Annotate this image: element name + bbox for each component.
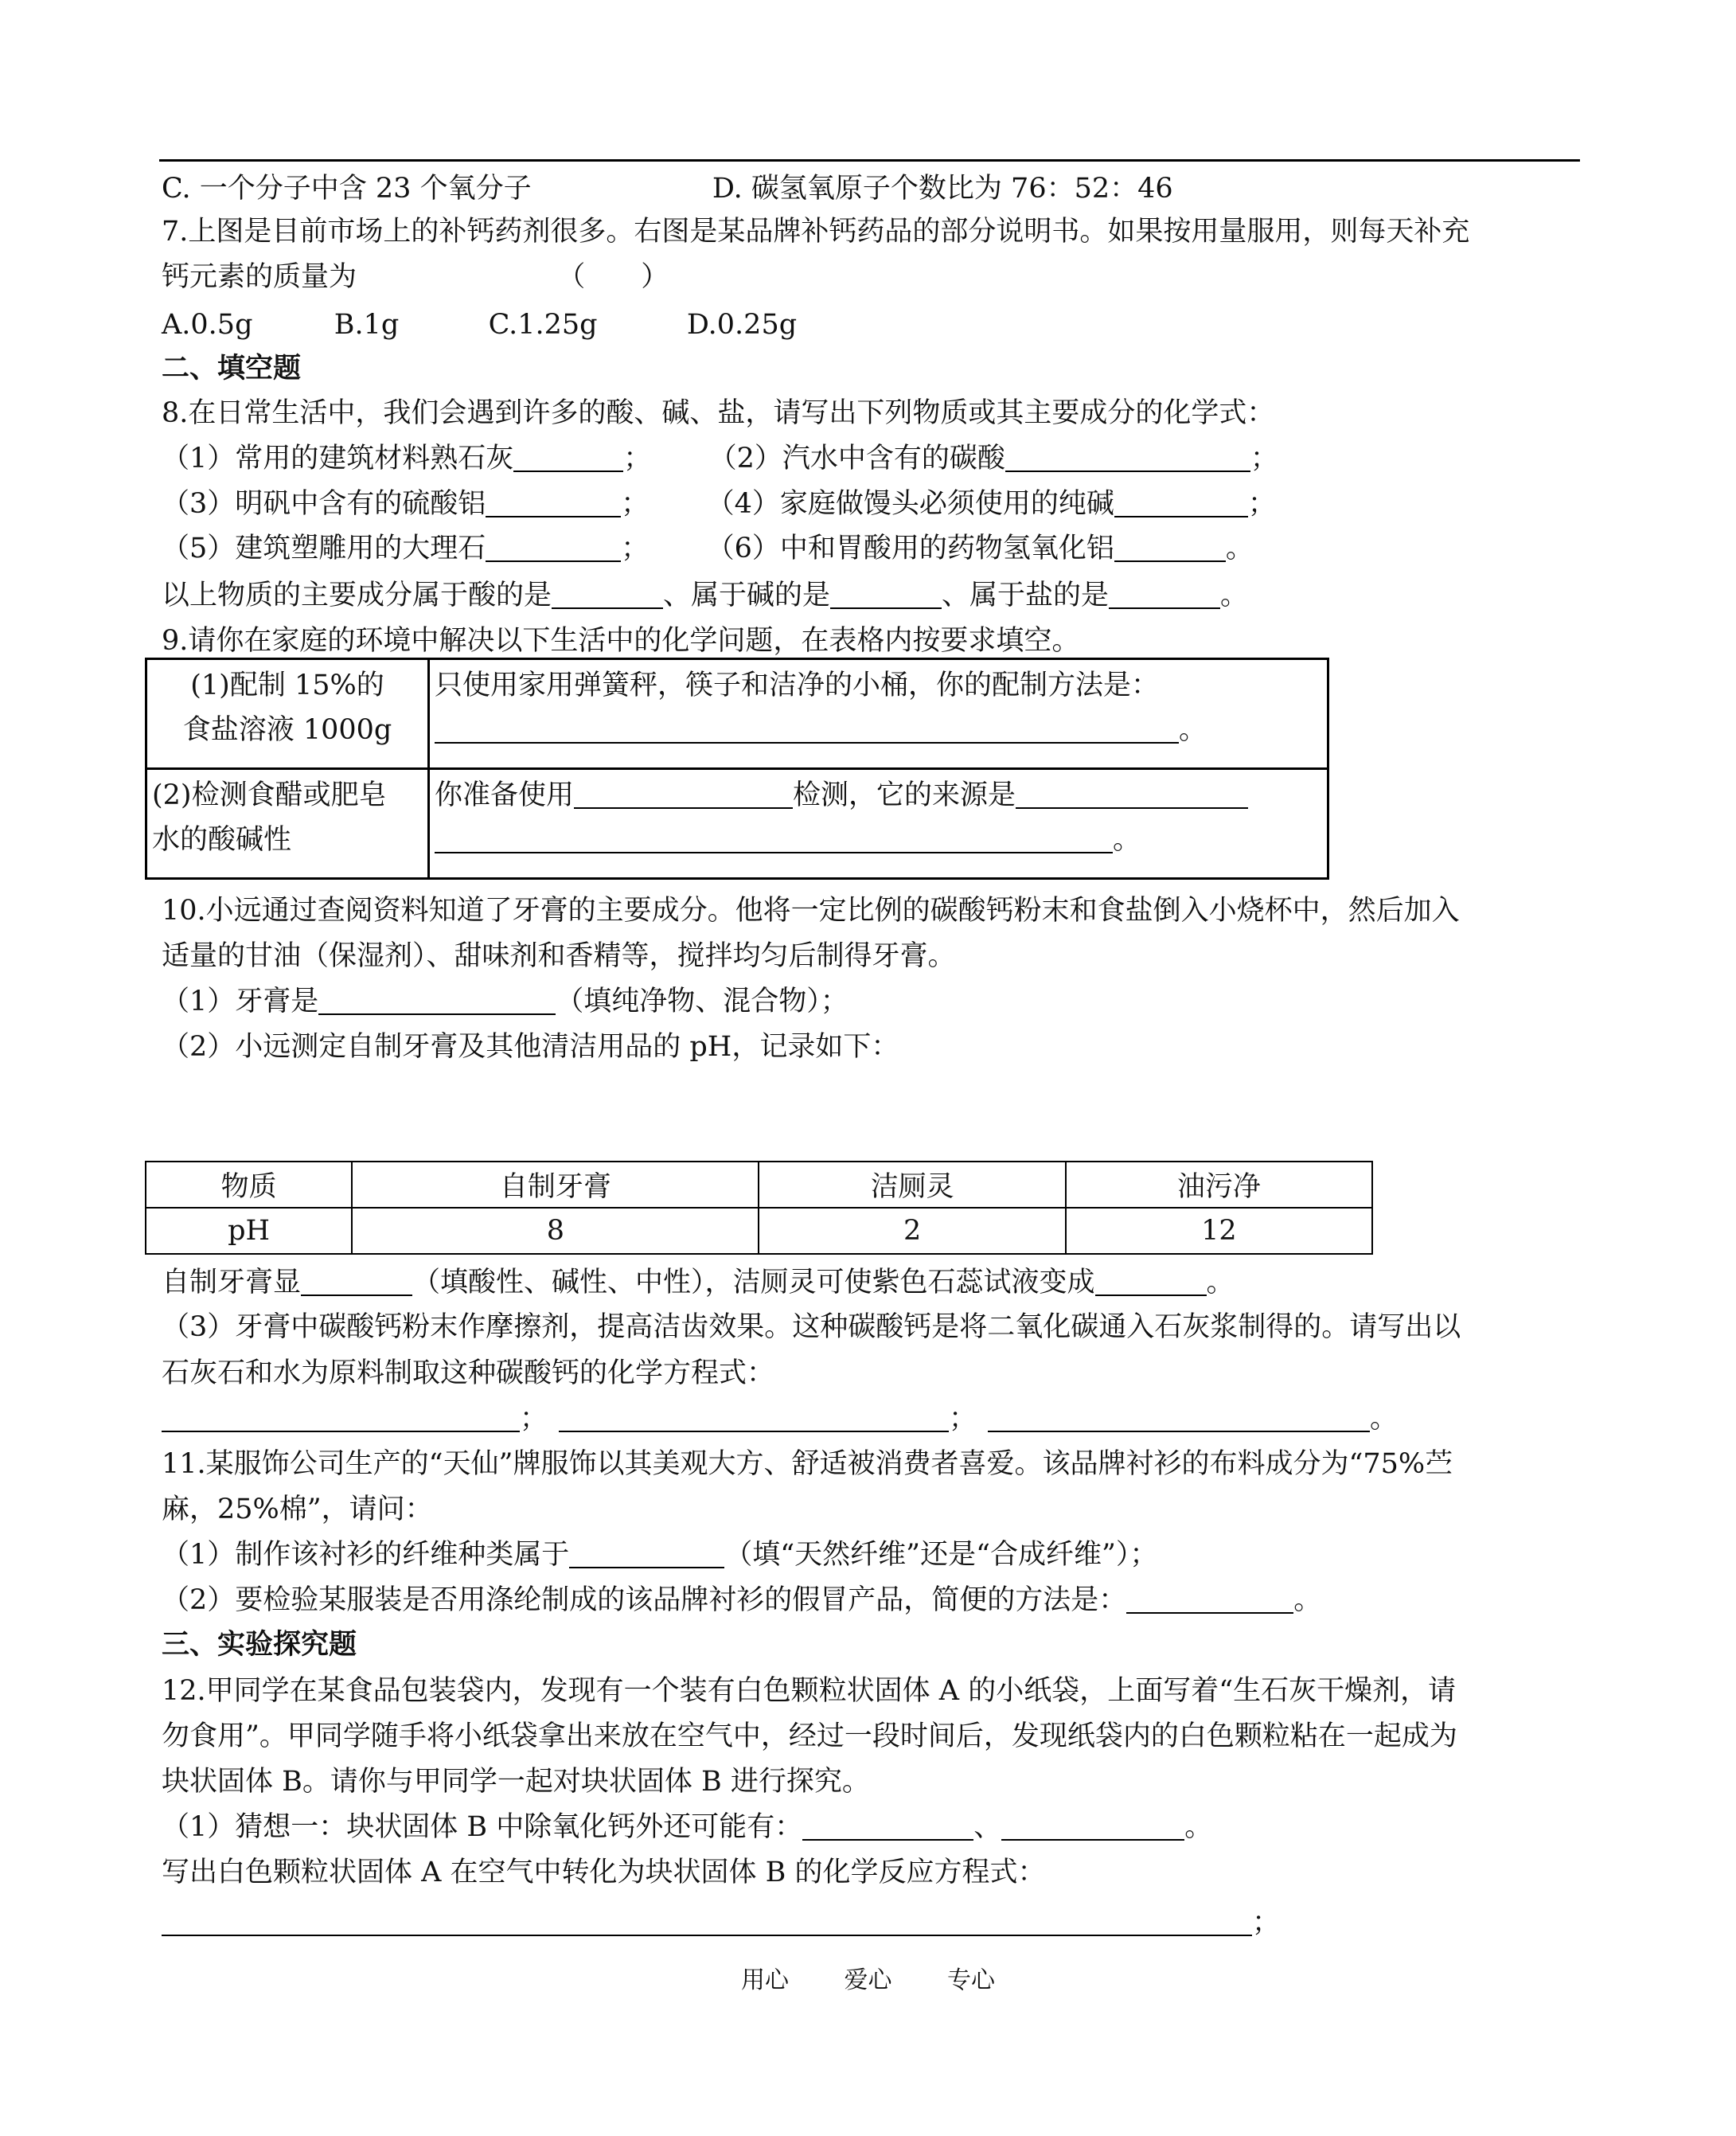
q10-after-table: 自制牙膏显 （填酸性、碱性、中性），洁厕灵可使紫色石蕊试液变成 。 (162, 1267, 1235, 1298)
answer-blank[interactable] (830, 580, 942, 609)
q9-row1-content: 只使用家用弹簧秤，筷子和洁净的小桶，你的配制方法是： 。 (429, 659, 1328, 769)
q11-sub2: （2）要检验某服装是否用涤纶制成的该品牌衬衫的假冒产品，简便的方法是： 。 (162, 1584, 1322, 1616)
answer-blank[interactable] (552, 580, 663, 609)
q8-intro: 8.在日常生活中，我们会遇到许多的酸、碱、盐，请写出下列物质或其主要成分的化学式： (162, 397, 1275, 429)
ph-table (145, 1161, 1373, 1255)
header-rule (159, 159, 1580, 162)
q9-row2-label: (2)检测食醋或肥皂 水的酸碱性 (146, 769, 429, 879)
answer-blank[interactable] (162, 1403, 520, 1432)
q12-line1: 12.甲同学在某食品包装袋内，发现有一个装有白色颗粒状固体 A 的小纸袋，上面写着“生石灰干燥剂，请 (162, 1675, 1457, 1707)
q12-line3: 块状固体 B。请你与甲同学一起对块状固体 B 进行探究。 (162, 1766, 870, 1798)
q7-options (162, 308, 797, 342)
section-2-title: 二、填空题 (162, 352, 302, 385)
answer-blank[interactable] (301, 1267, 412, 1296)
answer-blank[interactable] (1005, 443, 1250, 472)
q12-line2: 勿食用”。甲同学随手将小纸袋拿出来放在空气中，经过一段时间后，发现纸袋内的白色颗粒粘在一起成为 (162, 1720, 1457, 1752)
answer-blank[interactable] (162, 1907, 1252, 1936)
answer-blank[interactable] (513, 443, 623, 472)
answer-blank[interactable] (802, 1811, 973, 1841)
q11-sub1: （1）制作该衬衫的纤维种类属于 （填“天然纤维”还是“合成纤维”）； (162, 1539, 1158, 1571)
q10-line1: 10.小远通过查阅资料知道了牙膏的主要成分。他将一定比例的碳酸钙粉末和食盐倒入小烧杯中，然后加入 (162, 895, 1460, 927)
q6-options (162, 172, 1173, 205)
answer-blank[interactable] (1001, 1811, 1184, 1841)
q10-sub1: （1）牙膏是 （填纯净物、混合物）； (162, 986, 848, 1017)
q10-sub2: （2）小远测定自制牙膏及其他清洁用品的 pH，记录如下： (162, 1031, 899, 1063)
q12-equation-blank: ； (162, 1906, 1280, 1939)
q7-option-b: B.1g (334, 309, 400, 341)
q9-row2-content: 你准备使用 检测，它的来源是 。 (429, 769, 1328, 879)
q9-row1-label: (1)配制 15%的 食盐溶液 1000g (146, 659, 429, 769)
q10-sub3-line2: 石灰石和水为原料制取这种碳酸钙的化学方程式： (162, 1357, 775, 1389)
answer-parentheses: （ ） (557, 261, 669, 293)
q10-line2: 适量的甘油（保湿剂）、甜味剂和香精等，搅拌均匀后制得牙膏。 (162, 940, 956, 972)
q8-row2: （3）明矾中含有的硫酸铝 ； （4）家庭做馒头必须使用的纯碱 ； (162, 488, 1276, 520)
q9-row-1 (146, 659, 1328, 769)
q10-equation-blanks: ； ； 。 (162, 1402, 1398, 1435)
q9-intro: 9.请你在家庭的环境中解决以下生活中的化学问题，在表格内按要求填空。 (162, 625, 1080, 657)
answer-blank[interactable] (486, 488, 621, 517)
q12-sub1-line2: 写出白色颗粒状固体 A 在空气中转化为块状固体 B 的化学反应方程式： (162, 1857, 1046, 1888)
q7-option-c: C.1.25g (488, 309, 598, 341)
answer-blank[interactable] (569, 1539, 724, 1568)
answer-blank[interactable] (988, 1403, 1370, 1432)
page-footer: 用心 爱心 专心 (740, 1966, 996, 1994)
answer-blank[interactable] (1016, 779, 1248, 809)
answer-blank[interactable] (435, 824, 1113, 853)
answer-blank[interactable] (1095, 1267, 1207, 1296)
q6-option-c: C. 一个分子中含 23 个氧分子 (162, 173, 532, 205)
answer-blank[interactable] (435, 714, 1179, 744)
answer-blank[interactable] (1114, 488, 1248, 517)
answer-blank[interactable] (574, 779, 793, 809)
q10-sub3-line1: （3）牙膏中碳酸钙粉末作摩擦剂，提高洁齿效果。这种碳酸钙是将二氧化碳通入石灰浆制得的。请写出以 (162, 1311, 1461, 1343)
answer-blank[interactable] (486, 533, 621, 562)
answer-blank[interactable] (1126, 1584, 1293, 1614)
answer-blank[interactable] (1114, 533, 1226, 562)
answer-blank[interactable] (1109, 580, 1220, 609)
q11-line1: 11.某服饰公司生产的“天仙”牌服饰以其美观大方、舒适被消费者喜爱。该品牌衬衫的布料成分为“75%苎 (162, 1448, 1453, 1480)
q7-line1: 7.上图是目前市场上的补钙药剂很多。右图是某品牌补钙药品的部分说明书。如果按用量服用，则每天补充 (162, 216, 1470, 248)
q8-row3: （5）建筑塑雕用的大理石 ； （6）中和胃酸用的药物氢氧化铝 。 (162, 533, 1254, 564)
q7-option-d: D.0.25g (686, 309, 798, 341)
q7-option-a: A.0.5g (162, 309, 253, 341)
q6-option-d: D. 碳氢氧原子个数比为 76：52：46 (712, 173, 1173, 205)
q7-line2: 钙元素的质量为 （ ） (162, 261, 669, 293)
q12-sub1: （1）猜想一：块状固体 B 中除氧化钙外还可能有： 、 。 (162, 1811, 1213, 1843)
answer-blank[interactable] (318, 986, 556, 1015)
section-3-title: 三、实验探究题 (162, 1628, 357, 1661)
q8-row1: （1）常用的建筑材料熟石灰 ； （2）汽水中含有的碳酸 ； (162, 443, 1278, 474)
q11-line2: 麻，25%棉”，请问： (162, 1494, 433, 1525)
q9-table (145, 658, 1329, 880)
ph-table-header: 物质 自制牙膏 洁厕灵 油污净 (146, 1162, 1372, 1208)
ph-table-row: pH 8 2 12 (146, 1208, 1372, 1254)
q8-summary: 以上物质的主要成分属于酸的是 、属于碱的是 、属于盐的是 。 (162, 580, 1249, 611)
answer-blank[interactable] (559, 1403, 949, 1432)
q9-row-2 (146, 769, 1328, 879)
